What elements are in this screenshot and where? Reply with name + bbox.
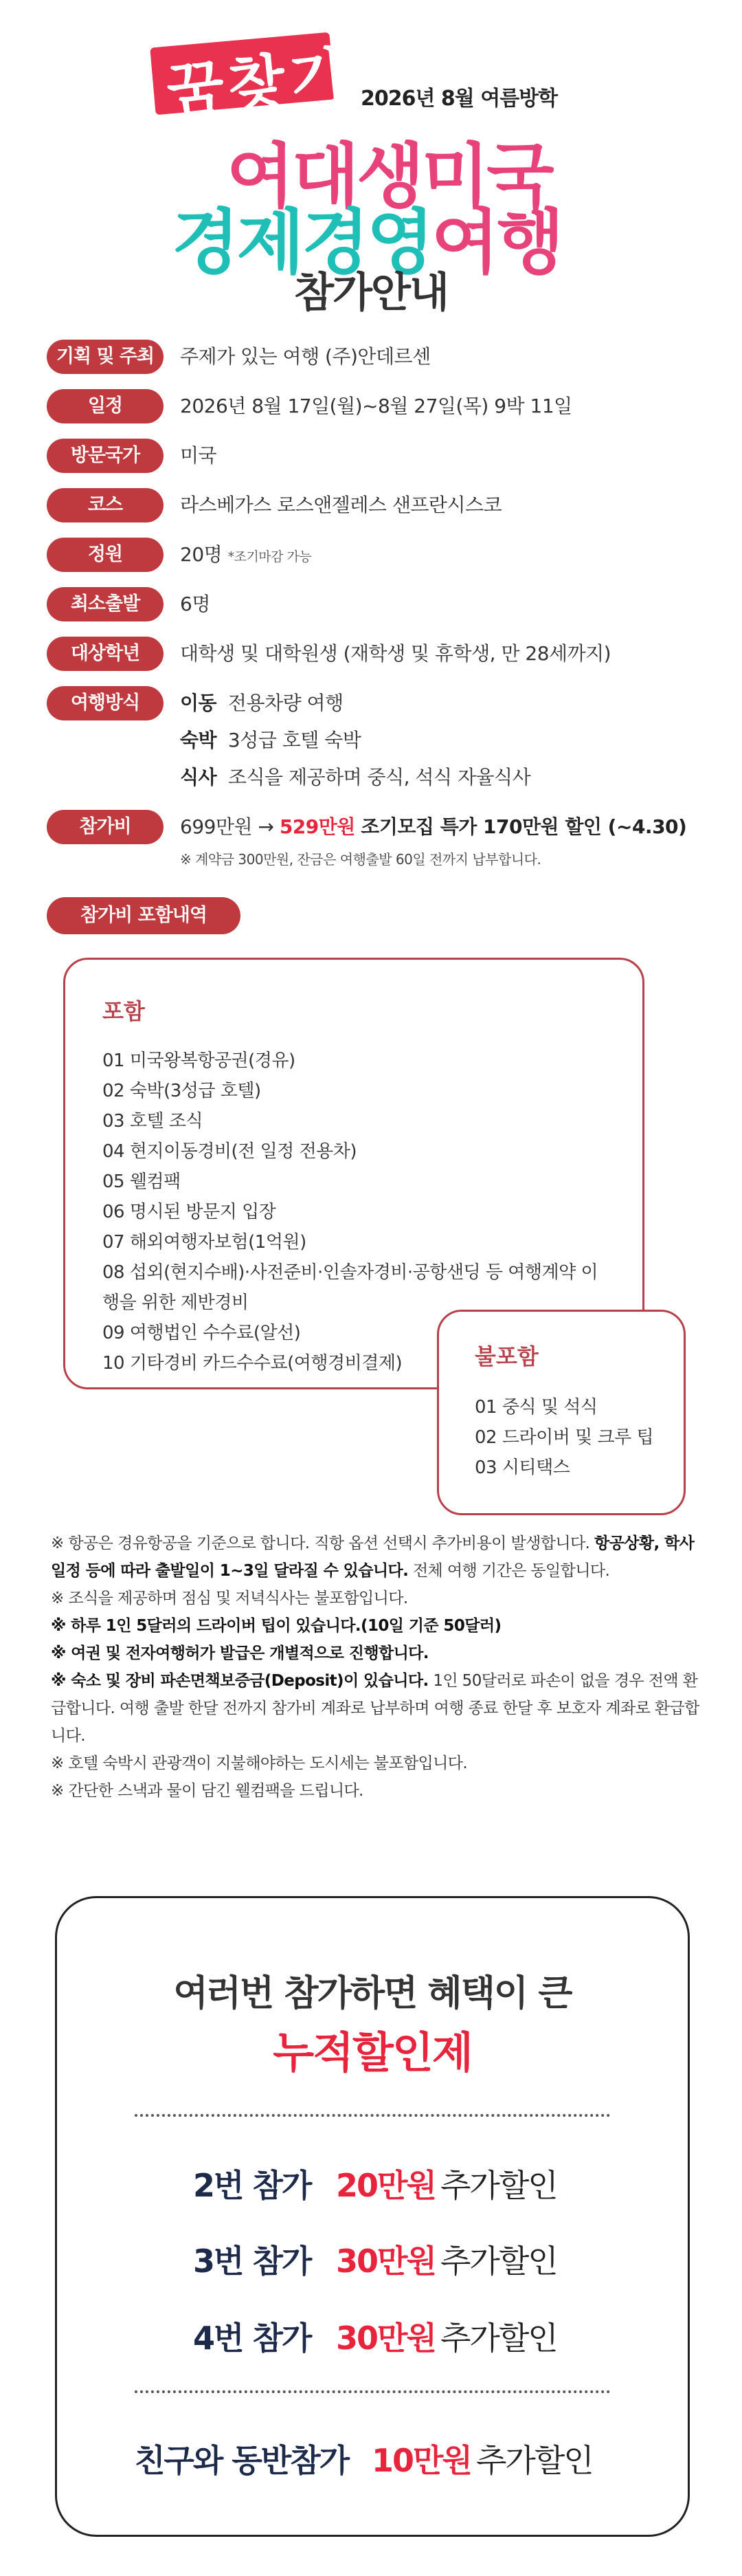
included-item: 01 미국왕복항공권(경유) [102,1050,295,1071]
promo-highlight: 누적할인제 [273,2027,472,2078]
label-capacity: 정원 [47,538,164,572]
value-fee [180,810,686,844]
included-item: 07 해외여행자보험(1억원) [102,1232,306,1253]
fee-original: 699만원 → [180,815,274,838]
value-organizer: 주제가 있는 여행 (주)안데르센 [180,345,431,368]
label-inclusions: 참가비 포함내역 [47,897,240,934]
fee-promo: 조기모집 특가 170만원 할인 (~4.30) [361,815,687,838]
divider [135,2114,610,2117]
note-city-tax: ※ 호텔 숙박시 관광객이 지불해야하는 도시세는 불포함입니다. [51,1754,468,1772]
title-line-1: 여대생미국 [227,136,552,218]
included-title: 포함 [102,998,145,1024]
promo-row-label: 2번 참가 [193,2167,311,2204]
label-fee: 참가비 [47,810,164,844]
included-item: 행을 위한 제반경비 [102,1292,249,1313]
promo-row-amount: 30만원 [336,2320,436,2357]
promo-row-suffix: 추가할인 [440,2320,557,2357]
note-meals: ※ 조식을 제공하며 점심 및 저녁식사는 불포함입니다. [51,1589,408,1607]
friend-suffix: 추가할인 [476,2442,593,2479]
excluded-item: 02 드라이버 및 크루 팁 [475,1427,654,1448]
page-subtitle: 참가안내 [294,269,448,317]
promo-row-amount: 30만원 [336,2243,436,2280]
value-target: 대학생 및 대학원생 (재학생 및 휴학생, 만 28세까지) [180,642,611,665]
included-item: 03 호텔 조식 [102,1111,203,1132]
note-flight: ※ 항공은 경유항공을 기준으로 합니다. 직항 옵션 선택시 추가비용이 발생합니다. 항공상황, 학사일정 등에 따라 출발일이 1~3일 달라질 수 있습니다. 전체 여행 기간은 동일합니다. [51,1534,695,1580]
header-stamp: 꿈찾기 [164,39,354,128]
travel-item-stay: 숙박 3성급 호텔 숙박 [180,729,361,751]
promo-row-amount: 20만원 [336,2167,436,2204]
value-course: 라스베가스 로스앤젤레스 샌프란시스코 [180,494,502,516]
excluded-item: 01 중식 및 석식 [475,1397,598,1418]
value-min-departure: 6명 [180,593,210,615]
note-driver-tip: ※ 하루 1인 5달러의 드라이버 팁이 있습니다.(10일 기준 50달러) [51,1617,502,1635]
promo-row-label: 4번 참가 [193,2320,311,2357]
included-item: 05 웰컴팩 [102,1171,181,1192]
friend-amount: 10만원 [372,2442,471,2479]
travel-item-move: 이동 전용차량 여행 [180,692,344,714]
promo-row-suffix: 추가할인 [440,2167,557,2204]
included-item: 08 섭외(현지수배)·사전준비·인솔자경비·공항샌딩 등 여행계약 이 [102,1262,598,1283]
capacity-number: 20명 [180,543,223,566]
label-schedule: 일정 [47,389,164,423]
label-country: 방문국가 [47,439,164,473]
included-item: 09 여행법인 수수료(알선) [102,1323,301,1343]
friend-label: 친구와 동반참가 [135,2442,349,2479]
promo-headline: 여러번 참가하면 혜택이 큰 [173,1973,572,2014]
note-deposit: ※ 숙소 및 장비 파손면책보증금(Deposit)이 있습니다. 1인 50달러로 파손이 없을 경우 전액 환급합니다. 여행 출발 한달 전까지 참가비 계좌로 납부하며 여행 종료 한달 후 보호자 계좌로 환급합니다. [51,1672,699,1745]
capacity-note: *조기마감 가능 [227,549,312,564]
included-item: 10 기타경비 카드수수료(여행경비결제) [102,1353,403,1374]
excluded-item: 03 시티택스 [475,1457,570,1478]
included-item: 06 명시된 방문지 입장 [102,1202,276,1222]
included-item: 04 현지이동경비(전 일정 전용차) [102,1141,357,1162]
fee-note: ※ 계약금 300만원, 잔금은 여행출발 60일 전까지 납부합니다. [180,851,541,868]
note-welcome-pack: ※ 간단한 스낵과 물이 담긴 웰컴팩을 드립니다. [51,1782,363,1800]
cumulative-discount-box [55,1896,690,2537]
label-min-departure: 최소출발 [47,587,164,621]
divider [135,2390,610,2393]
value-country: 미국 [180,444,217,467]
promo-row-label: 3번 참가 [193,2243,311,2280]
note-passport: ※ 여권 및 전자여행허가 발급은 개별적으로 진행합니다. [51,1644,429,1662]
label-target: 대상학년 [47,637,164,671]
label-organizer: 기획 및 주최 [47,340,164,374]
title-line-2-a: 경제경영 [172,202,432,284]
value-capacity [180,538,311,574]
title-line-2-b: 여행 [431,202,562,284]
excluded-title: 불포함 [475,1343,539,1369]
promo-row-suffix: 추가할인 [440,2243,557,2280]
fee-discounted: 529만원 [279,815,355,838]
label-course: 코스 [47,488,164,522]
included-item: 02 숙박(3성급 호텔) [102,1081,261,1101]
travel-item-meal: 식사 조식을 제공하며 중식, 석식 자율식사 [180,766,531,789]
label-travel-style: 여행방식 [47,686,164,720]
header-year: 2026년 8월 여름방학 [361,87,558,111]
value-schedule: 2026년 8월 17일(월)~8월 27일(목) 9박 11일 [180,395,572,417]
notes-section [51,1530,704,1805]
excluded-box [437,1310,686,1515]
